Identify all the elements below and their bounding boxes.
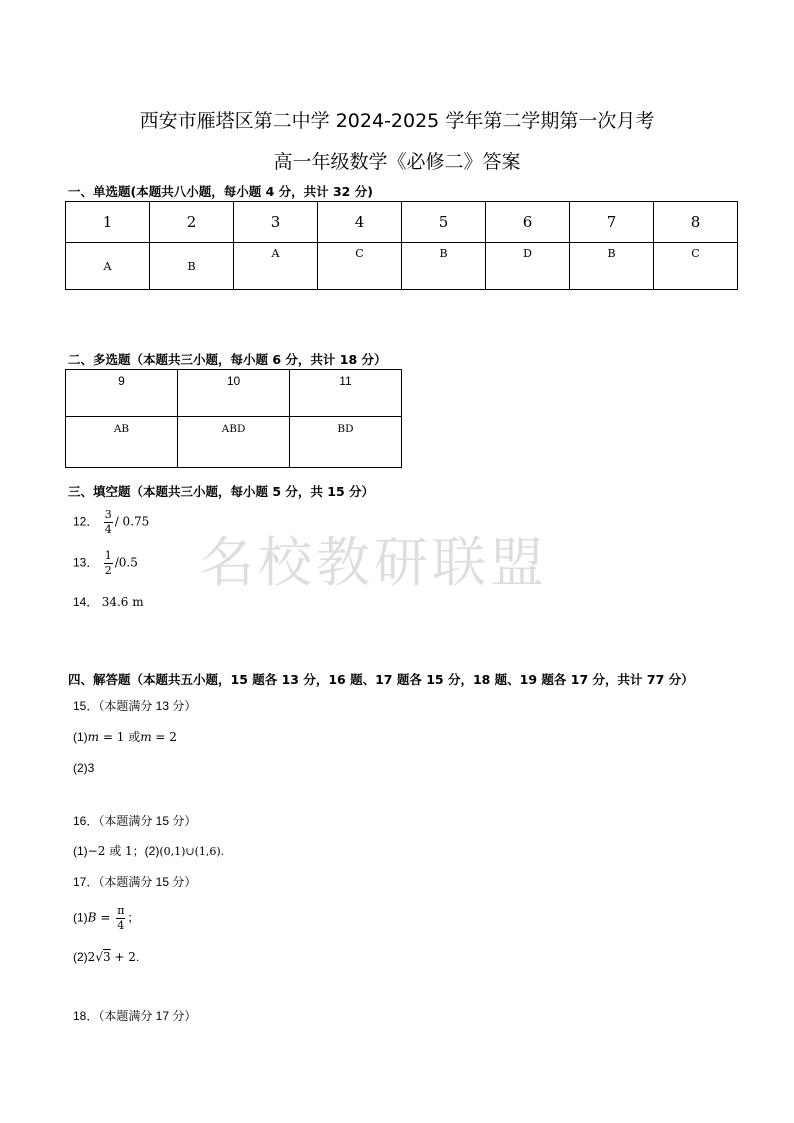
q15-part1 [73,728,177,745]
separator: ； [127,910,140,925]
answer-q12 [73,508,149,537]
question-number: 11 [290,370,402,417]
answer-q14 [73,593,144,610]
fraction [116,904,125,933]
section3-heading: 三、填空题（本题共三小题，每小题 5 分，共 15 分） [68,484,375,499]
question-number: 2 [150,202,234,243]
q16-label: 16．（本题满分 15 分） [73,814,197,828]
answer-cell: A [66,243,150,290]
table-row [66,243,738,290]
table-row [66,370,402,417]
question-label: 13． [73,555,99,570]
part-label: (1) [73,844,88,858]
answer-cell: A [234,243,318,290]
section1-heading: 一、单选题(本题共八小题，每小题 4 分，共计 32 分) [68,184,373,199]
numerator: 1 [104,549,112,562]
answer-cell: B [570,243,654,290]
q17-part2 [73,950,139,964]
value: = 1 [99,730,129,744]
variable: B [87,910,97,925]
question-number: 9 [66,370,178,417]
part-label: (1) [73,910,88,925]
value: −2 [87,844,110,858]
decimal-value: / 0.75 [114,514,150,529]
q18-label: 18．（本题满分 17 分） [73,1009,197,1023]
interval-value: (0,1)∪(1,6) [159,845,221,858]
watermark: 名校教研联盟 [200,531,548,594]
question-number: 8 [654,202,738,243]
answer-cell: BD [290,417,402,468]
q17-label: 17．（本题满分 15 分） [73,875,197,889]
part-label: (2) [73,950,88,964]
page-subtitle: 高一年级数学《必修二》答案 [273,151,521,173]
fraction [104,508,113,537]
table-row [66,202,738,243]
answer-cell: B [402,243,486,290]
answer-cell: C [318,243,402,290]
part-label: (1) [73,730,88,744]
q17-part1 [73,904,139,933]
numerator: π [117,904,125,917]
question-number: 4 [318,202,402,243]
answer-q13 [73,549,138,578]
period: . [220,844,225,858]
q16-answer [73,842,224,859]
page-title: 西安市雁塔区第二中学 2024-2025 学年第二学期第一次月考 [139,110,655,132]
separator: ； [132,844,145,858]
table-row [66,417,402,468]
question-label: 12． [73,514,99,529]
question-number: 1 [66,202,150,243]
period: . [135,950,140,964]
denominator: 2 [104,564,112,577]
fraction [104,549,113,578]
variable: m [87,730,100,744]
answer-cell: B [150,243,234,290]
answer-value: 34.6 m [101,595,144,609]
conjunction: 或 [109,844,122,858]
decimal-value: /0.5 [114,555,138,570]
question-number: 7 [570,202,654,243]
value: = 2 [151,730,177,744]
section4-heading: 四、解答题（本题共五小题，15 题各 13 分，16 题、17 题各 15 分，18 题、19 题各 17 分，共计 77 分） [68,672,694,687]
answer-cell: AB [66,417,178,468]
question-label: 14． [73,595,99,609]
part-label: (2) [144,844,160,858]
value: + 2 [110,950,136,964]
answer-cell: ABD [178,417,290,468]
radicand: 3 [102,950,111,964]
variable: m [140,730,152,744]
single-choice-answer-table [65,201,738,290]
q15-part2: (2)3 [73,761,95,775]
denominator: 4 [104,523,112,536]
answer-cell: C [654,243,738,290]
question-number: 5 [402,202,486,243]
question-number: 10 [178,370,290,417]
sqrt-sign: √ [95,950,103,964]
question-number: 6 [486,202,570,243]
multi-choice-answer-table [65,369,402,468]
section2-heading: 二、多选题（本题共三小题，每小题 6 分，共计 18 分） [68,352,387,367]
coefficient: 2 [87,950,96,964]
question-number: 3 [234,202,318,243]
equals: = [96,910,115,925]
numerator: 3 [104,508,112,521]
q15-label: 15．（本题满分 13 分） [73,699,197,713]
denominator: 4 [117,919,125,932]
value: 1 [121,844,133,858]
answer-cell: D [486,243,570,290]
conjunction: 或 [128,730,141,744]
